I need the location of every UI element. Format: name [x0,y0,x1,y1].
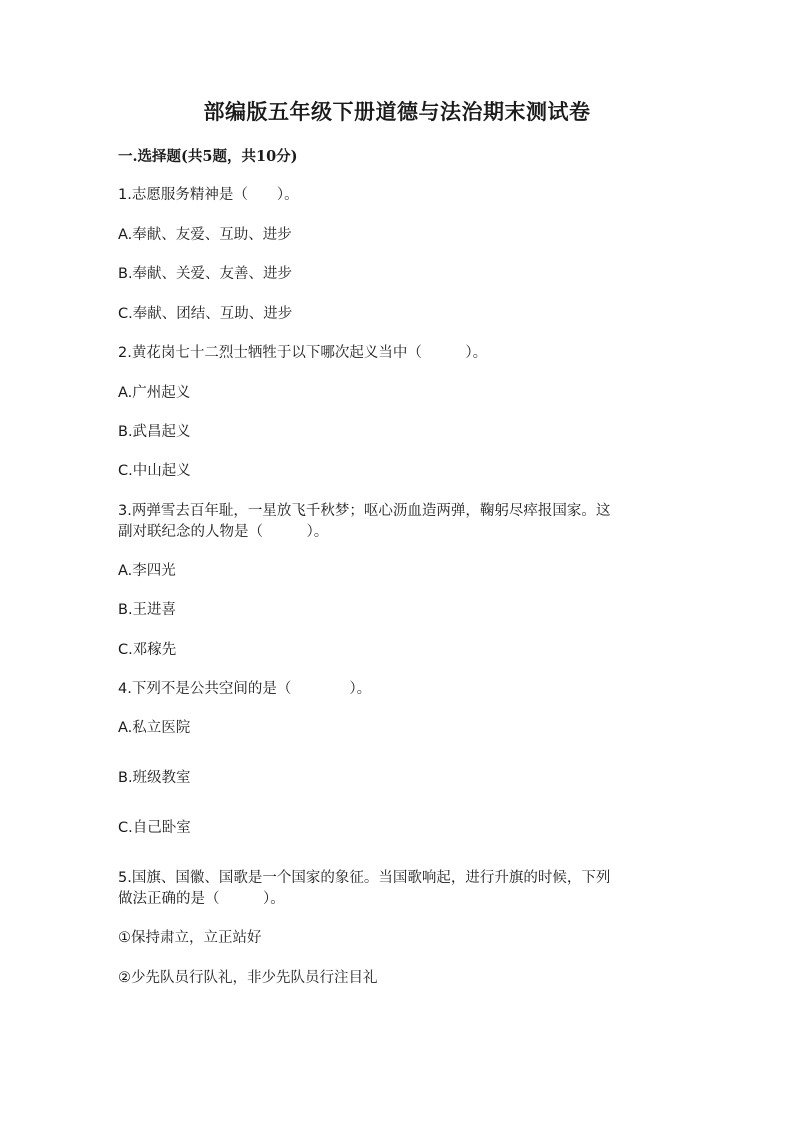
question-2-option-b: B.武昌起义 [118,424,191,440]
section-heading: 一.选择题(共5题，共10分) [118,148,298,165]
question-3-stem-line-1: 3.两弹雪去百年耻，一星放飞千秋梦；呕心沥血造两弹，鞠躬尽瘁报国家。这 [118,503,611,519]
question-3-option-b: B.王进喜 [118,602,177,618]
question-1-option-a: A.奉献、友爱、互助、进步 [118,227,292,243]
question-2-option-a: A.广州起义 [118,385,191,401]
question-2-option-c: C.中山起义 [118,463,191,479]
question-3-option-c: C.邓稼先 [118,642,177,658]
question-4-option-a: A.私立医院 [118,720,191,736]
page-title: 部编版五年级下册道德与法治期末测试卷 [203,99,591,124]
question-3-stem-line-2: 副对联纪念的人物是（ ）。 [118,524,329,540]
question-4-option-c: C.自己卧室 [118,820,191,836]
question-3-option-a: A.李四光 [118,563,176,579]
question-4-stem: 4.下列不是公共空间的是（ ）。 [118,681,372,697]
question-1-option-c: C.奉献、团结、互助、进步 [118,306,293,322]
question-5-statement-1: ①保持肃立，立正站好 [118,930,262,946]
question-1-stem: 1.志愿服务精神是（ ）。 [118,187,299,203]
question-5-stem-line-1: 5.国旗、国徽、国歌是一个国家的象征。当国歌响起，进行升旗的时候，下列 [118,870,611,886]
question-1-option-b: B.奉献、关爱、友善、进步 [118,266,293,282]
question-4-option-b: B.班级教室 [118,770,191,786]
question-5-statement-2: ②少先队员行队礼，非少先队员行注目礼 [118,970,378,986]
question-2-stem: 2.黄花岗七十二烈士牺牲于以下哪次起义当中（ ）。 [118,345,488,361]
question-5-stem-line-2: 做法正确的是（ ）。 [118,891,285,907]
